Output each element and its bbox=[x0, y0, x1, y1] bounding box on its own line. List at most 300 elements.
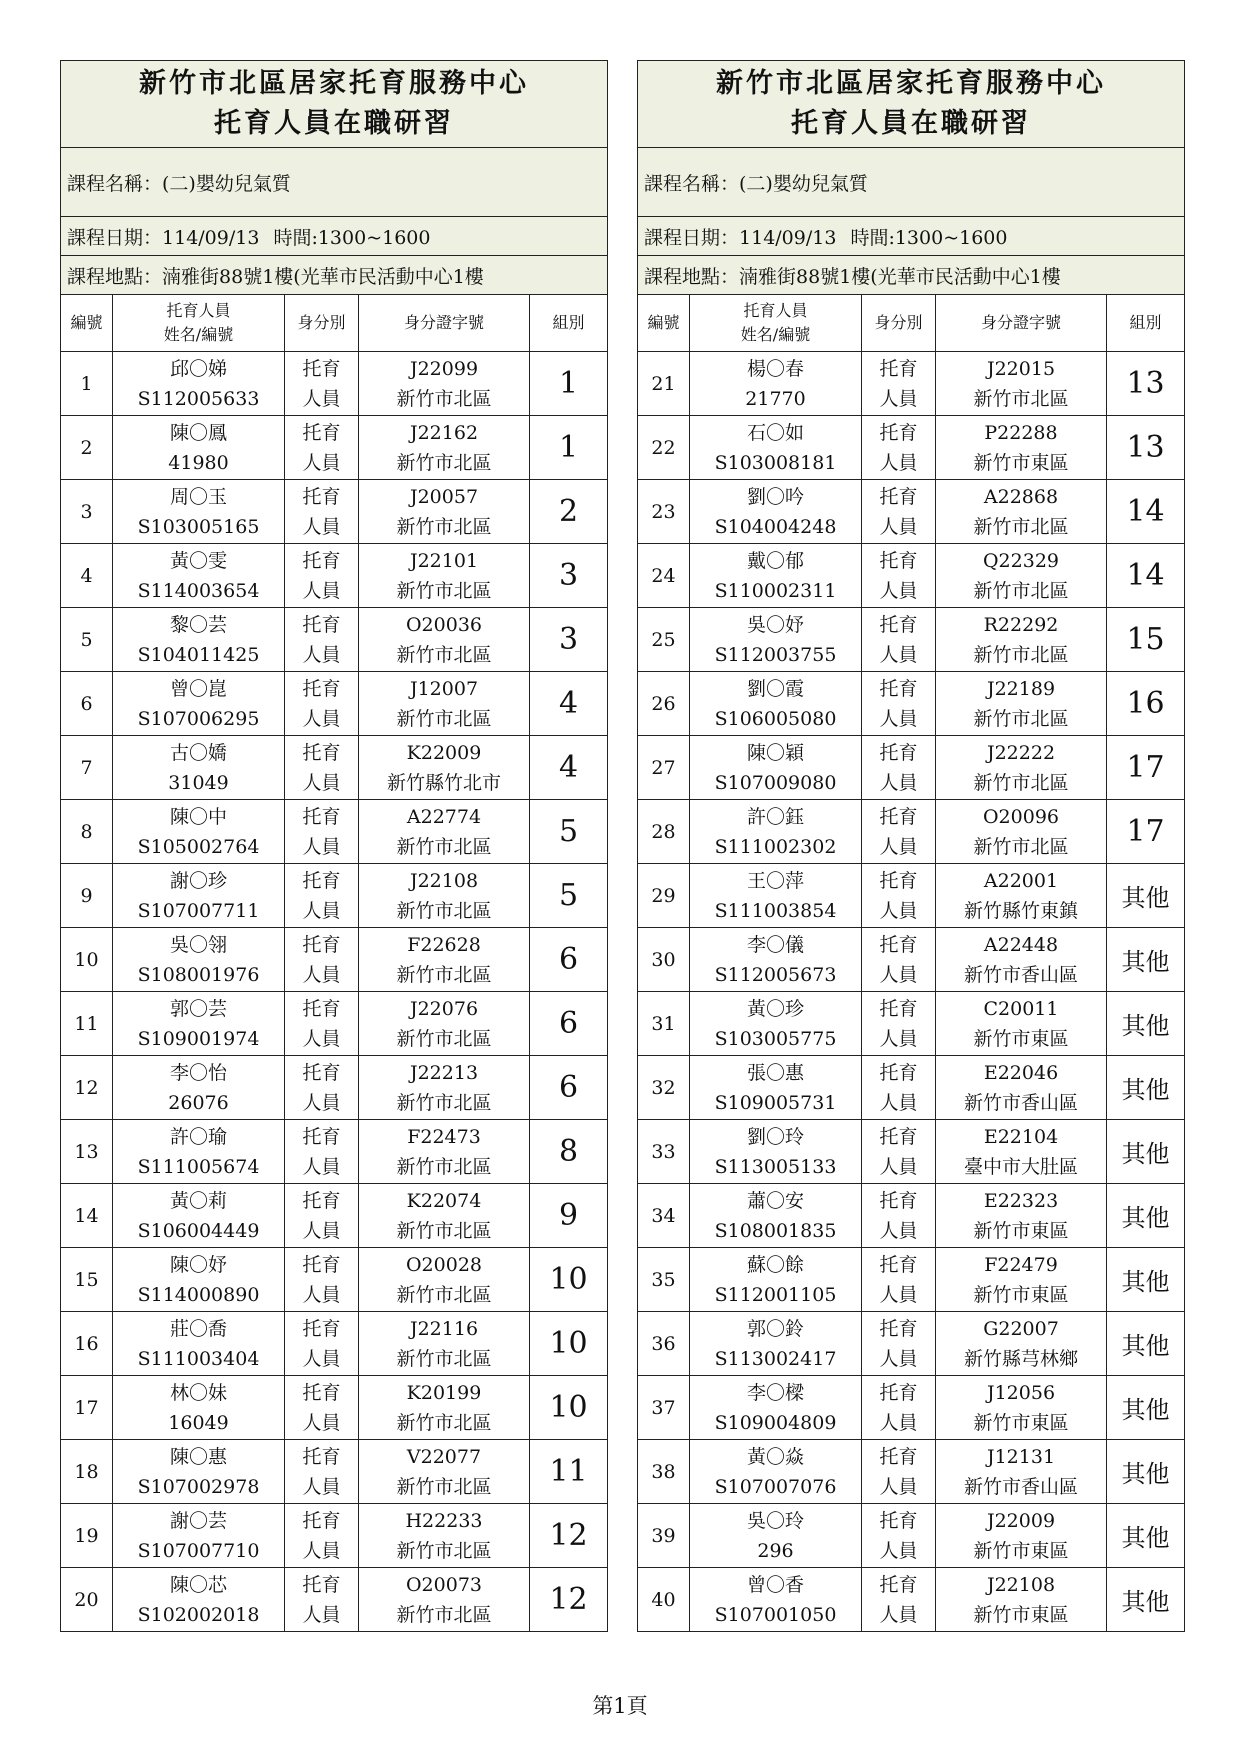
group-cell: 其他 bbox=[1107, 1376, 1185, 1440]
table-row bbox=[638, 672, 1185, 736]
role-line2: 人員 bbox=[302, 1347, 341, 1370]
id-number: J22108 bbox=[986, 1573, 1056, 1596]
id-area: 新竹市北區 bbox=[973, 835, 1069, 858]
roster-left-panel bbox=[60, 60, 607, 1632]
course-date-value: 114/09/13 bbox=[739, 226, 837, 249]
caregiver-code: S107007710 bbox=[137, 1539, 260, 1562]
row-number: 25 bbox=[638, 608, 690, 672]
role-line2: 人員 bbox=[302, 963, 341, 986]
row-number: 38 bbox=[638, 1440, 690, 1504]
caregiver-name-cell bbox=[113, 1568, 285, 1632]
caregiver-name-cell bbox=[690, 1568, 862, 1632]
caregiver-name: 古〇嬌 bbox=[169, 741, 227, 764]
id-cell bbox=[936, 1312, 1107, 1376]
table-row bbox=[61, 1376, 608, 1440]
table-row bbox=[61, 1184, 608, 1248]
caregiver-name: 石〇如 bbox=[746, 421, 804, 444]
id-number: J12056 bbox=[986, 1381, 1056, 1404]
caregiver-name: 謝〇芸 bbox=[169, 1509, 227, 1532]
column-header-name-line2: 姓名/編號 bbox=[163, 325, 234, 344]
role-cell bbox=[285, 800, 359, 864]
course-time-label: 時間: bbox=[273, 226, 318, 249]
table-row bbox=[638, 1376, 1185, 1440]
column-header-name bbox=[113, 295, 285, 352]
table-row bbox=[61, 928, 608, 992]
caregiver-name: 吳〇玲 bbox=[746, 1509, 804, 1532]
role-cell bbox=[285, 1376, 359, 1440]
table-row bbox=[61, 736, 608, 800]
id-cell bbox=[359, 1376, 530, 1440]
caregiver-name-cell bbox=[113, 1248, 285, 1312]
caregiver-name-cell bbox=[690, 416, 862, 480]
caregiver-code: S111003854 bbox=[714, 899, 837, 922]
id-area: 新竹市北區 bbox=[396, 1027, 492, 1050]
caregiver-code: S104004248 bbox=[714, 515, 837, 538]
id-cell bbox=[359, 992, 530, 1056]
role-line1: 托育 bbox=[302, 869, 341, 892]
role-cell bbox=[285, 672, 359, 736]
table-row bbox=[638, 928, 1185, 992]
role-cell bbox=[285, 992, 359, 1056]
role-line2: 人員 bbox=[879, 451, 918, 474]
sheet-title bbox=[61, 61, 608, 148]
sheet-title bbox=[638, 61, 1185, 148]
title-line-1: 新竹市北區居家托育服務中心 bbox=[139, 68, 530, 99]
role-line1: 托育 bbox=[879, 741, 918, 764]
caregiver-code: S106005080 bbox=[714, 707, 837, 730]
table-row bbox=[61, 1504, 608, 1568]
caregiver-name: 莊〇喬 bbox=[169, 1317, 227, 1340]
table-row bbox=[638, 1504, 1185, 1568]
caregiver-name: 劉〇玲 bbox=[746, 1125, 804, 1148]
caregiver-name-cell bbox=[113, 608, 285, 672]
role-cell bbox=[862, 672, 936, 736]
id-area: 新竹市北區 bbox=[396, 387, 492, 410]
table-row bbox=[638, 1184, 1185, 1248]
row-number: 11 bbox=[61, 992, 113, 1056]
id-cell bbox=[359, 544, 530, 608]
role-line1: 托育 bbox=[302, 933, 341, 956]
group-cell: 其他 bbox=[1107, 1568, 1185, 1632]
role-cell bbox=[285, 1568, 359, 1632]
caregiver-name-cell bbox=[113, 1504, 285, 1568]
caregiver-code: S112003755 bbox=[714, 643, 837, 666]
caregiver-name-cell bbox=[113, 800, 285, 864]
group-cell: 10 bbox=[530, 1312, 608, 1376]
id-number: K20199 bbox=[406, 1381, 482, 1404]
role-line2: 人員 bbox=[302, 1155, 341, 1178]
group-cell: 10 bbox=[530, 1248, 608, 1312]
id-cell bbox=[359, 1504, 530, 1568]
table-row bbox=[61, 544, 608, 608]
role-line1: 托育 bbox=[302, 1573, 341, 1596]
caregiver-name-cell bbox=[690, 1056, 862, 1120]
course-name-label: 課程名稱： bbox=[644, 172, 740, 195]
id-number: Q22329 bbox=[982, 549, 1060, 572]
row-number: 29 bbox=[638, 864, 690, 928]
id-number: E22104 bbox=[983, 1125, 1059, 1148]
role-line1: 托育 bbox=[879, 933, 918, 956]
group-cell: 11 bbox=[530, 1440, 608, 1504]
role-line1: 托育 bbox=[302, 613, 341, 636]
caregiver-name-cell bbox=[690, 1248, 862, 1312]
group-cell: 10 bbox=[530, 1376, 608, 1440]
caregiver-name: 黃〇珍 bbox=[746, 997, 804, 1020]
caregiver-name: 黎〇芸 bbox=[169, 613, 227, 636]
role-line2: 人員 bbox=[302, 1539, 341, 1562]
group-cell: 4 bbox=[530, 672, 608, 736]
role-line2: 人員 bbox=[302, 1475, 341, 1498]
course-name-row bbox=[638, 148, 1185, 217]
role-line1: 托育 bbox=[879, 1445, 918, 1468]
caregiver-name-cell bbox=[690, 864, 862, 928]
id-number: J22213 bbox=[409, 1061, 479, 1084]
id-cell bbox=[359, 800, 530, 864]
group-cell: 其他 bbox=[1107, 928, 1185, 992]
table-row bbox=[638, 736, 1185, 800]
group-cell: 5 bbox=[530, 800, 608, 864]
caregiver-name: 劉〇霞 bbox=[746, 677, 804, 700]
id-number: J22101 bbox=[409, 549, 479, 572]
role-line2: 人員 bbox=[879, 643, 918, 666]
role-line2: 人員 bbox=[879, 1219, 918, 1242]
caregiver-name-cell bbox=[113, 416, 285, 480]
role-line1: 托育 bbox=[879, 805, 918, 828]
row-number: 30 bbox=[638, 928, 690, 992]
course-place-value: 湳雅街88號1樓(光華市民活動中心1樓 bbox=[739, 265, 1061, 288]
course-date-value: 114/09/13 bbox=[162, 226, 260, 249]
row-number: 32 bbox=[638, 1056, 690, 1120]
id-cell bbox=[936, 416, 1107, 480]
role-line1: 托育 bbox=[302, 357, 341, 380]
role-line1: 托育 bbox=[879, 1509, 918, 1532]
group-cell: 2 bbox=[530, 480, 608, 544]
caregiver-name-cell bbox=[113, 1184, 285, 1248]
caregiver-name: 周〇玉 bbox=[169, 485, 227, 508]
id-number: A22001 bbox=[983, 869, 1059, 892]
caregiver-name: 楊〇春 bbox=[746, 357, 804, 380]
caregiver-code: S107007076 bbox=[714, 1475, 837, 1498]
id-cell bbox=[936, 352, 1107, 416]
role-cell bbox=[862, 416, 936, 480]
caregiver-name-cell bbox=[690, 800, 862, 864]
table-row bbox=[61, 1248, 608, 1312]
role-cell bbox=[862, 608, 936, 672]
id-number: J22162 bbox=[409, 421, 479, 444]
id-cell bbox=[359, 1056, 530, 1120]
id-cell bbox=[359, 1312, 530, 1376]
id-area: 新竹市東區 bbox=[973, 1411, 1069, 1434]
table-row bbox=[638, 608, 1185, 672]
course-place-value: 湳雅街88號1樓(光華市民活動中心1樓 bbox=[162, 265, 484, 288]
id-number: J12007 bbox=[409, 677, 479, 700]
role-line1: 托育 bbox=[879, 1253, 918, 1276]
role-line2: 人員 bbox=[879, 1091, 918, 1114]
row-number: 1 bbox=[61, 352, 113, 416]
roster-table-left bbox=[60, 60, 608, 1632]
row-number: 3 bbox=[61, 480, 113, 544]
course-date-row bbox=[638, 217, 1185, 256]
id-area: 新竹市北區 bbox=[396, 1411, 492, 1434]
title-line-2: 托育人員在職研習 bbox=[214, 108, 455, 139]
group-cell: 12 bbox=[530, 1568, 608, 1632]
role-line1: 托育 bbox=[302, 1061, 341, 1084]
id-number: O20028 bbox=[405, 1253, 483, 1276]
id-number: A22868 bbox=[983, 485, 1059, 508]
id-cell bbox=[359, 672, 530, 736]
role-line2: 人員 bbox=[879, 835, 918, 858]
id-number: O20096 bbox=[982, 805, 1060, 828]
table-row bbox=[638, 1568, 1185, 1632]
row-number: 27 bbox=[638, 736, 690, 800]
caregiver-name: 郭〇鈴 bbox=[746, 1317, 804, 1340]
caregiver-code: S110002311 bbox=[714, 579, 837, 602]
group-cell: 14 bbox=[1107, 544, 1185, 608]
group-cell: 14 bbox=[1107, 480, 1185, 544]
role-line2: 人員 bbox=[879, 579, 918, 602]
id-number: F22479 bbox=[984, 1253, 1058, 1276]
course-date-row bbox=[61, 217, 608, 256]
row-number: 10 bbox=[61, 928, 113, 992]
caregiver-name-cell bbox=[113, 1120, 285, 1184]
id-cell bbox=[359, 928, 530, 992]
role-line2: 人員 bbox=[302, 451, 341, 474]
id-area: 新竹市北區 bbox=[396, 707, 492, 730]
caregiver-code: S107007711 bbox=[137, 899, 260, 922]
caregiver-name: 蘇〇餘 bbox=[746, 1253, 804, 1276]
caregiver-code: 21770 bbox=[745, 387, 806, 410]
caregiver-name: 曾〇崑 bbox=[169, 677, 227, 700]
row-number: 14 bbox=[61, 1184, 113, 1248]
column-header-no: 編號 bbox=[638, 295, 690, 352]
caregiver-code: S103008181 bbox=[714, 451, 837, 474]
caregiver-name-cell bbox=[113, 736, 285, 800]
course-name-label: 課程名稱： bbox=[67, 172, 163, 195]
id-cell bbox=[936, 1120, 1107, 1184]
row-number: 39 bbox=[638, 1504, 690, 1568]
role-line1: 托育 bbox=[302, 1125, 341, 1148]
caregiver-name: 吳〇妤 bbox=[746, 613, 804, 636]
caregiver-name: 陳〇鳳 bbox=[169, 421, 227, 444]
group-cell: 其他 bbox=[1107, 1440, 1185, 1504]
id-area: 新竹市北區 bbox=[396, 1155, 492, 1178]
table-row bbox=[638, 352, 1185, 416]
id-number: J22222 bbox=[986, 741, 1056, 764]
table-row bbox=[638, 864, 1185, 928]
column-header-name-line1: 托育人員 bbox=[743, 301, 808, 320]
role-cell bbox=[862, 1120, 936, 1184]
id-number: E22323 bbox=[983, 1189, 1059, 1212]
id-cell bbox=[359, 480, 530, 544]
id-number: C20011 bbox=[983, 997, 1059, 1020]
group-cell: 15 bbox=[1107, 608, 1185, 672]
caregiver-name: 王〇萍 bbox=[746, 869, 804, 892]
role-line1: 托育 bbox=[879, 1573, 918, 1596]
caregiver-name: 戴〇郁 bbox=[746, 549, 804, 572]
caregiver-code: S107009080 bbox=[714, 771, 837, 794]
role-line2: 人員 bbox=[302, 1219, 341, 1242]
id-cell bbox=[936, 1568, 1107, 1632]
table-row bbox=[61, 1120, 608, 1184]
role-line2: 人員 bbox=[302, 387, 341, 410]
role-cell bbox=[862, 1440, 936, 1504]
course-place-label: 課程地點： bbox=[67, 265, 163, 288]
caregiver-name-cell bbox=[113, 1376, 285, 1440]
group-cell: 1 bbox=[530, 352, 608, 416]
role-line1: 托育 bbox=[302, 1253, 341, 1276]
caregiver-code: S107001050 bbox=[714, 1603, 837, 1626]
id-cell bbox=[936, 480, 1107, 544]
table-row bbox=[638, 1312, 1185, 1376]
table-row bbox=[61, 800, 608, 864]
role-line1: 托育 bbox=[879, 1125, 918, 1148]
role-line1: 托育 bbox=[879, 869, 918, 892]
id-number: J22076 bbox=[409, 997, 479, 1020]
id-area: 新竹市北區 bbox=[396, 1539, 492, 1562]
caregiver-code: 31049 bbox=[168, 771, 229, 794]
caregiver-code: S108001835 bbox=[714, 1219, 837, 1242]
table-row bbox=[638, 416, 1185, 480]
caregiver-name: 曾〇香 bbox=[746, 1573, 804, 1596]
caregiver-name-cell bbox=[690, 352, 862, 416]
table-row bbox=[61, 608, 608, 672]
caregiver-code: S103005165 bbox=[137, 515, 260, 538]
group-cell: 12 bbox=[530, 1504, 608, 1568]
table-row bbox=[61, 1568, 608, 1632]
caregiver-code: S112005633 bbox=[137, 387, 260, 410]
page-number: 第1頁 bbox=[592, 1694, 648, 1718]
row-number: 19 bbox=[61, 1504, 113, 1568]
id-cell bbox=[936, 928, 1107, 992]
column-header-role: 身分別 bbox=[862, 295, 936, 352]
id-cell bbox=[936, 1504, 1107, 1568]
row-number: 34 bbox=[638, 1184, 690, 1248]
role-cell bbox=[285, 1056, 359, 1120]
caregiver-name-cell bbox=[113, 544, 285, 608]
role-line1: 托育 bbox=[879, 421, 918, 444]
role-cell bbox=[862, 800, 936, 864]
id-number: V22077 bbox=[406, 1445, 482, 1468]
roster-table-right bbox=[637, 60, 1185, 1632]
caregiver-name: 謝〇珍 bbox=[169, 869, 227, 892]
course-time-value: 1300~1600 bbox=[894, 226, 1008, 249]
table-row bbox=[638, 544, 1185, 608]
row-number: 8 bbox=[61, 800, 113, 864]
role-cell bbox=[285, 864, 359, 928]
caregiver-name-cell bbox=[113, 1312, 285, 1376]
role-cell bbox=[862, 1312, 936, 1376]
role-cell bbox=[862, 1184, 936, 1248]
id-number: P22288 bbox=[984, 421, 1058, 444]
row-number: 12 bbox=[61, 1056, 113, 1120]
role-line2: 人員 bbox=[879, 771, 918, 794]
role-line1: 托育 bbox=[302, 1189, 341, 1212]
group-cell: 1 bbox=[530, 416, 608, 480]
row-number: 22 bbox=[638, 416, 690, 480]
table-row bbox=[638, 1120, 1185, 1184]
caregiver-code: S103005775 bbox=[714, 1027, 837, 1050]
roster-rows-right bbox=[638, 352, 1185, 1632]
course-date-label: 課程日期： bbox=[644, 226, 740, 249]
group-cell: 17 bbox=[1107, 736, 1185, 800]
group-cell: 4 bbox=[530, 736, 608, 800]
column-header-group: 組別 bbox=[530, 295, 608, 352]
column-header-id: 身分證字號 bbox=[936, 295, 1107, 352]
caregiver-name: 李〇儀 bbox=[746, 933, 804, 956]
caregiver-name-cell bbox=[690, 480, 862, 544]
id-area: 新竹市北區 bbox=[396, 579, 492, 602]
row-number: 31 bbox=[638, 992, 690, 1056]
role-line1: 托育 bbox=[879, 485, 918, 508]
row-number: 36 bbox=[638, 1312, 690, 1376]
table-row bbox=[638, 1440, 1185, 1504]
row-number: 28 bbox=[638, 800, 690, 864]
course-place-row bbox=[61, 256, 608, 295]
id-area: 新竹市東區 bbox=[973, 1539, 1069, 1562]
role-line1: 托育 bbox=[302, 1445, 341, 1468]
caregiver-name-cell bbox=[690, 672, 862, 736]
id-cell bbox=[359, 864, 530, 928]
id-number: J22099 bbox=[409, 357, 479, 380]
caregiver-code: 296 bbox=[757, 1539, 794, 1562]
id-number: J22189 bbox=[986, 677, 1056, 700]
table-row bbox=[638, 1248, 1185, 1312]
id-number: E22046 bbox=[983, 1061, 1059, 1084]
caregiver-name: 陳〇芯 bbox=[169, 1573, 227, 1596]
group-cell: 其他 bbox=[1107, 1120, 1185, 1184]
column-header-no: 編號 bbox=[61, 295, 113, 352]
caregiver-name-cell bbox=[690, 736, 862, 800]
table-row bbox=[61, 1312, 608, 1376]
id-cell bbox=[359, 1440, 530, 1504]
row-number: 24 bbox=[638, 544, 690, 608]
caregiver-code: S109005731 bbox=[714, 1091, 837, 1114]
row-number: 20 bbox=[61, 1568, 113, 1632]
id-area: 新竹市北區 bbox=[396, 451, 492, 474]
course-date-label: 課程日期： bbox=[67, 226, 163, 249]
caregiver-name: 許〇瑜 bbox=[169, 1125, 227, 1148]
caregiver-name-cell bbox=[690, 1376, 862, 1440]
caregiver-code: S102002018 bbox=[137, 1603, 260, 1626]
row-number: 2 bbox=[61, 416, 113, 480]
column-header-role: 身分別 bbox=[285, 295, 359, 352]
caregiver-code: S109004809 bbox=[714, 1411, 837, 1434]
caregiver-name: 蕭〇安 bbox=[746, 1189, 804, 1212]
id-number: K22074 bbox=[406, 1189, 482, 1212]
row-number: 33 bbox=[638, 1120, 690, 1184]
role-line2: 人員 bbox=[302, 579, 341, 602]
role-cell bbox=[285, 1440, 359, 1504]
id-area: 新竹市北區 bbox=[396, 1091, 492, 1114]
row-number: 5 bbox=[61, 608, 113, 672]
table-row bbox=[61, 864, 608, 928]
caregiver-code: 41980 bbox=[168, 451, 229, 474]
id-number: F22473 bbox=[407, 1125, 481, 1148]
row-number: 15 bbox=[61, 1248, 113, 1312]
caregiver-code: S107002978 bbox=[137, 1475, 260, 1498]
id-cell bbox=[359, 1568, 530, 1632]
caregiver-name: 許〇鈺 bbox=[746, 805, 804, 828]
table-row bbox=[638, 800, 1185, 864]
column-header-name bbox=[690, 295, 862, 352]
caregiver-name-cell bbox=[113, 1440, 285, 1504]
group-cell: 8 bbox=[530, 1120, 608, 1184]
id-cell bbox=[936, 672, 1107, 736]
role-line1: 托育 bbox=[879, 1381, 918, 1404]
role-cell bbox=[285, 416, 359, 480]
caregiver-code: S112005673 bbox=[714, 963, 837, 986]
id-area: 新竹市東區 bbox=[973, 451, 1069, 474]
